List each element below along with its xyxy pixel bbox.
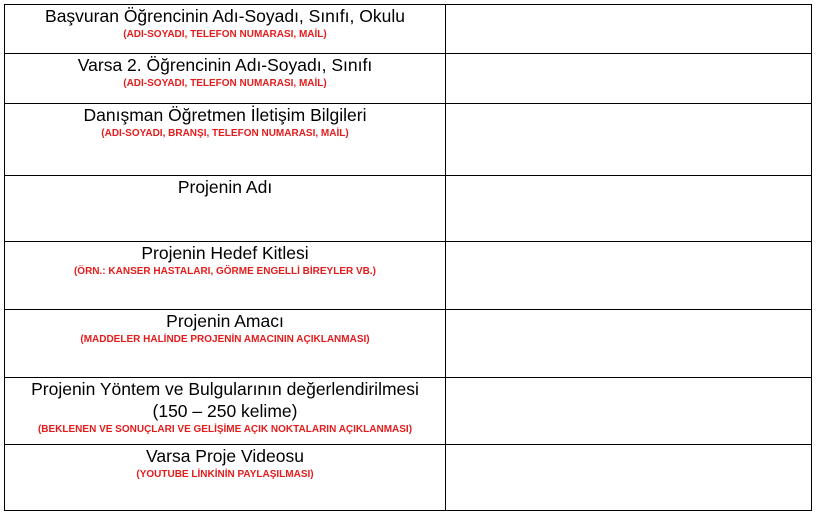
row-label-cell	[5, 445, 446, 511]
field-value-project-name[interactable]	[446, 176, 812, 242]
row-label-cell	[5, 310, 446, 378]
field-label-second-student: Varsa 2. Öğrencinin Adı-Soyadı, Sınıfı	[77, 55, 373, 75]
field-value-method[interactable]	[446, 378, 812, 445]
row-label-cell	[5, 242, 446, 310]
application-form-table	[4, 4, 812, 511]
field-hint-second-student: (ADI-SOYADI, TELEFON NUMARASI, MAİL)	[123, 78, 327, 89]
field-value-purpose[interactable]	[446, 310, 812, 378]
field-hint-advisor: (ADI-SOYADI, BRANŞI, TELEFON NUMARASI, MAİL)	[101, 128, 349, 139]
field-hint-student: (ADI-SOYADI, TELEFON NUMARASI, MAİL)	[123, 29, 327, 40]
field-label-method: Projenin Yöntem ve Bulgularının değerlendirilmesi	[31, 379, 419, 399]
form-row-purpose	[5, 310, 812, 378]
form-row-second-student	[5, 54, 812, 104]
field-value-second-student[interactable]	[446, 54, 812, 104]
field-label-method-word-count: (150 – 250 kelime)	[152, 401, 298, 421]
row-label-cell	[5, 104, 446, 176]
row-label-cell	[5, 54, 446, 104]
row-label-cell	[5, 5, 446, 54]
field-hint-video: (YOUTUBE LİNKİNİN PAYLAŞILMASI)	[136, 469, 314, 480]
form-row-student	[5, 5, 812, 54]
form-row-video	[5, 445, 812, 511]
field-value-target-audience[interactable]	[446, 242, 812, 310]
field-label-purpose: Projenin Amacı	[166, 311, 284, 331]
row-label-cell	[5, 176, 446, 242]
field-hint-target-audience: (ÖRN.: KANSER HASTALARI, GÖRME ENGELLİ BİREYLER VB.)	[73, 266, 377, 277]
form-row-advisor	[5, 104, 812, 176]
field-hint-purpose: (MADDELER HALİNDE PROJENİN AMACININ AÇIKLANMASI)	[80, 334, 370, 345]
field-label-project-name: Projenin Adı	[177, 177, 273, 197]
field-label-target-audience: Projenin Hedef Kitlesi	[141, 243, 309, 263]
field-value-student[interactable]	[446, 5, 812, 54]
row-label-cell	[5, 378, 446, 445]
field-label-student: Başvuran Öğrencinin Adı-Soyadı, Sınıfı, Okulu	[45, 6, 405, 26]
form-row-target-audience	[5, 242, 812, 310]
field-value-video[interactable]	[446, 445, 812, 511]
form-row-project-name	[5, 176, 812, 242]
field-label-video: Varsa Proje Videosu	[146, 446, 304, 466]
field-value-advisor[interactable]	[446, 104, 812, 176]
form-row-method	[5, 378, 812, 445]
field-label-advisor: Danışman Öğretmen İletişim Bilgileri	[83, 105, 367, 125]
field-hint-method: (BEKLENEN VE SONUÇLARI VE GELİŞİME AÇIK NOKTALARIN AÇIKLANMASI)	[37, 424, 413, 435]
